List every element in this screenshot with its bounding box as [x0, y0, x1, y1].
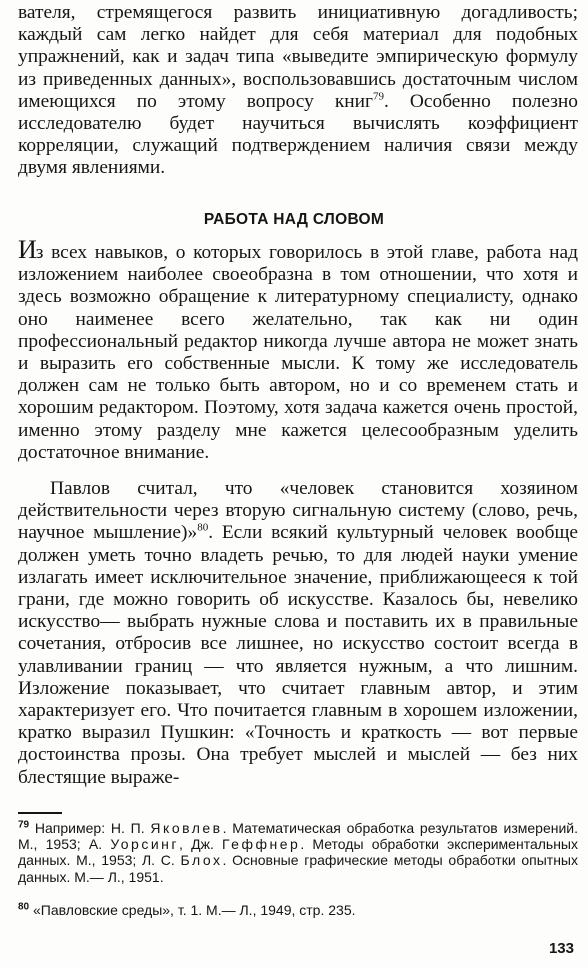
footnote-author: Блох: [180, 852, 223, 869]
footnote-text: Например: Н. П.: [29, 820, 151, 836]
footnote-divider: [18, 812, 62, 814]
footnote-author: Яковлев: [150, 820, 223, 836]
footnote-number: 79: [18, 819, 30, 831]
footnote: [18, 820, 578, 885]
paragraph-text-continued: . Особенно полезно исследователю будет научиться вычислять коэффициент корреляции, служащий подтверждением наличия связи между двумя явлениями.: [18, 90, 578, 179]
footnote-number: 80: [18, 901, 30, 913]
footnote-author: Уорсинг: [110, 836, 179, 853]
body-paragraph: [18, 478, 578, 789]
paragraph-text: Павлов считал, что «человек становится хозяином действительности через вторую сигнальную систему (слово, речь, научное мышление)»: [18, 478, 578, 544]
footnote-text: , Дж.: [179, 836, 223, 853]
paragraph-text-continued: . Если всякий культурный человек вообще должен уметь точно владеть речью, то для людей науки умение излагать имеет исключительное значение, приближающееся к той грани, где можно говорить об искусстве. Казалось бы, невелико искусство— выбрать нужные слова и поставить их в правильные сочетания, отбросив все лишнее, но искусство состоит всегда в улавливании границ — что является нужным, а что лишним. Изложение показывает, что считает главным автор, и этим характеризует его. Что почитается главным в хорошем изложении, кратко выразил Пушкин: «Точность и краткость — вот первые достоинства прозы. Она требует мыслей и мыслей — без них блестящие выраже-: [18, 522, 578, 788]
section-heading: РАБОТА НАД СЛОВОМ: [203, 211, 385, 228]
footnote-reference: 80: [197, 521, 209, 534]
page-number: 133: [548, 940, 574, 957]
initial-letter: И: [18, 235, 36, 264]
footnote: [18, 902, 578, 918]
paragraph-text: вателя, стремящегося развить инициативную догадливость; каждый сам легко найдет для себя материал для подобных упражнений, как и задач типа «выведите эмпирическую формулу из приведенных данных», воспользовавшись достаточным числом имеющихся по этому вопросу книг: [18, 2, 578, 112]
body-paragraph-continued: [18, 2, 578, 180]
body-paragraph: [18, 235, 578, 464]
paragraph-text: з всех навыков, о которых говорилось в этой главе, работа над изложением наиболее своеобразна в том отношении, что хотя и здесь возможно обращение к литературному специалисту, однако оно наименее всего желательно, так как ни один профессиональный редактор никогда лучше автора не может знать и выразить его собственные мысли. К тому же исследователь должен сам не только быть автором, но и со временем стать и хорошим редактором. Поэтому, хотя задача кажется очень простой, именно этому разделу мне кажется целесообразным уделить достаточное внимание.: [18, 242, 578, 463]
footnote-reference: 79: [372, 90, 384, 103]
footnote-text: . Методы обработки экспериментальных данных. М., 1953; Л. С.: [18, 836, 578, 869]
footnote-author: Геффнер: [222, 836, 301, 853]
footnote-text: . Основные графические методы обработки опытных данных. М.— Л., 1951.: [18, 852, 578, 885]
footnote-text: . Математическая обработка результатов измерений. М., 1953; А.: [18, 820, 579, 853]
footnote-text: «Павловские среды», т. 1. М.— Л., 1949, стр. 235.: [29, 902, 356, 918]
